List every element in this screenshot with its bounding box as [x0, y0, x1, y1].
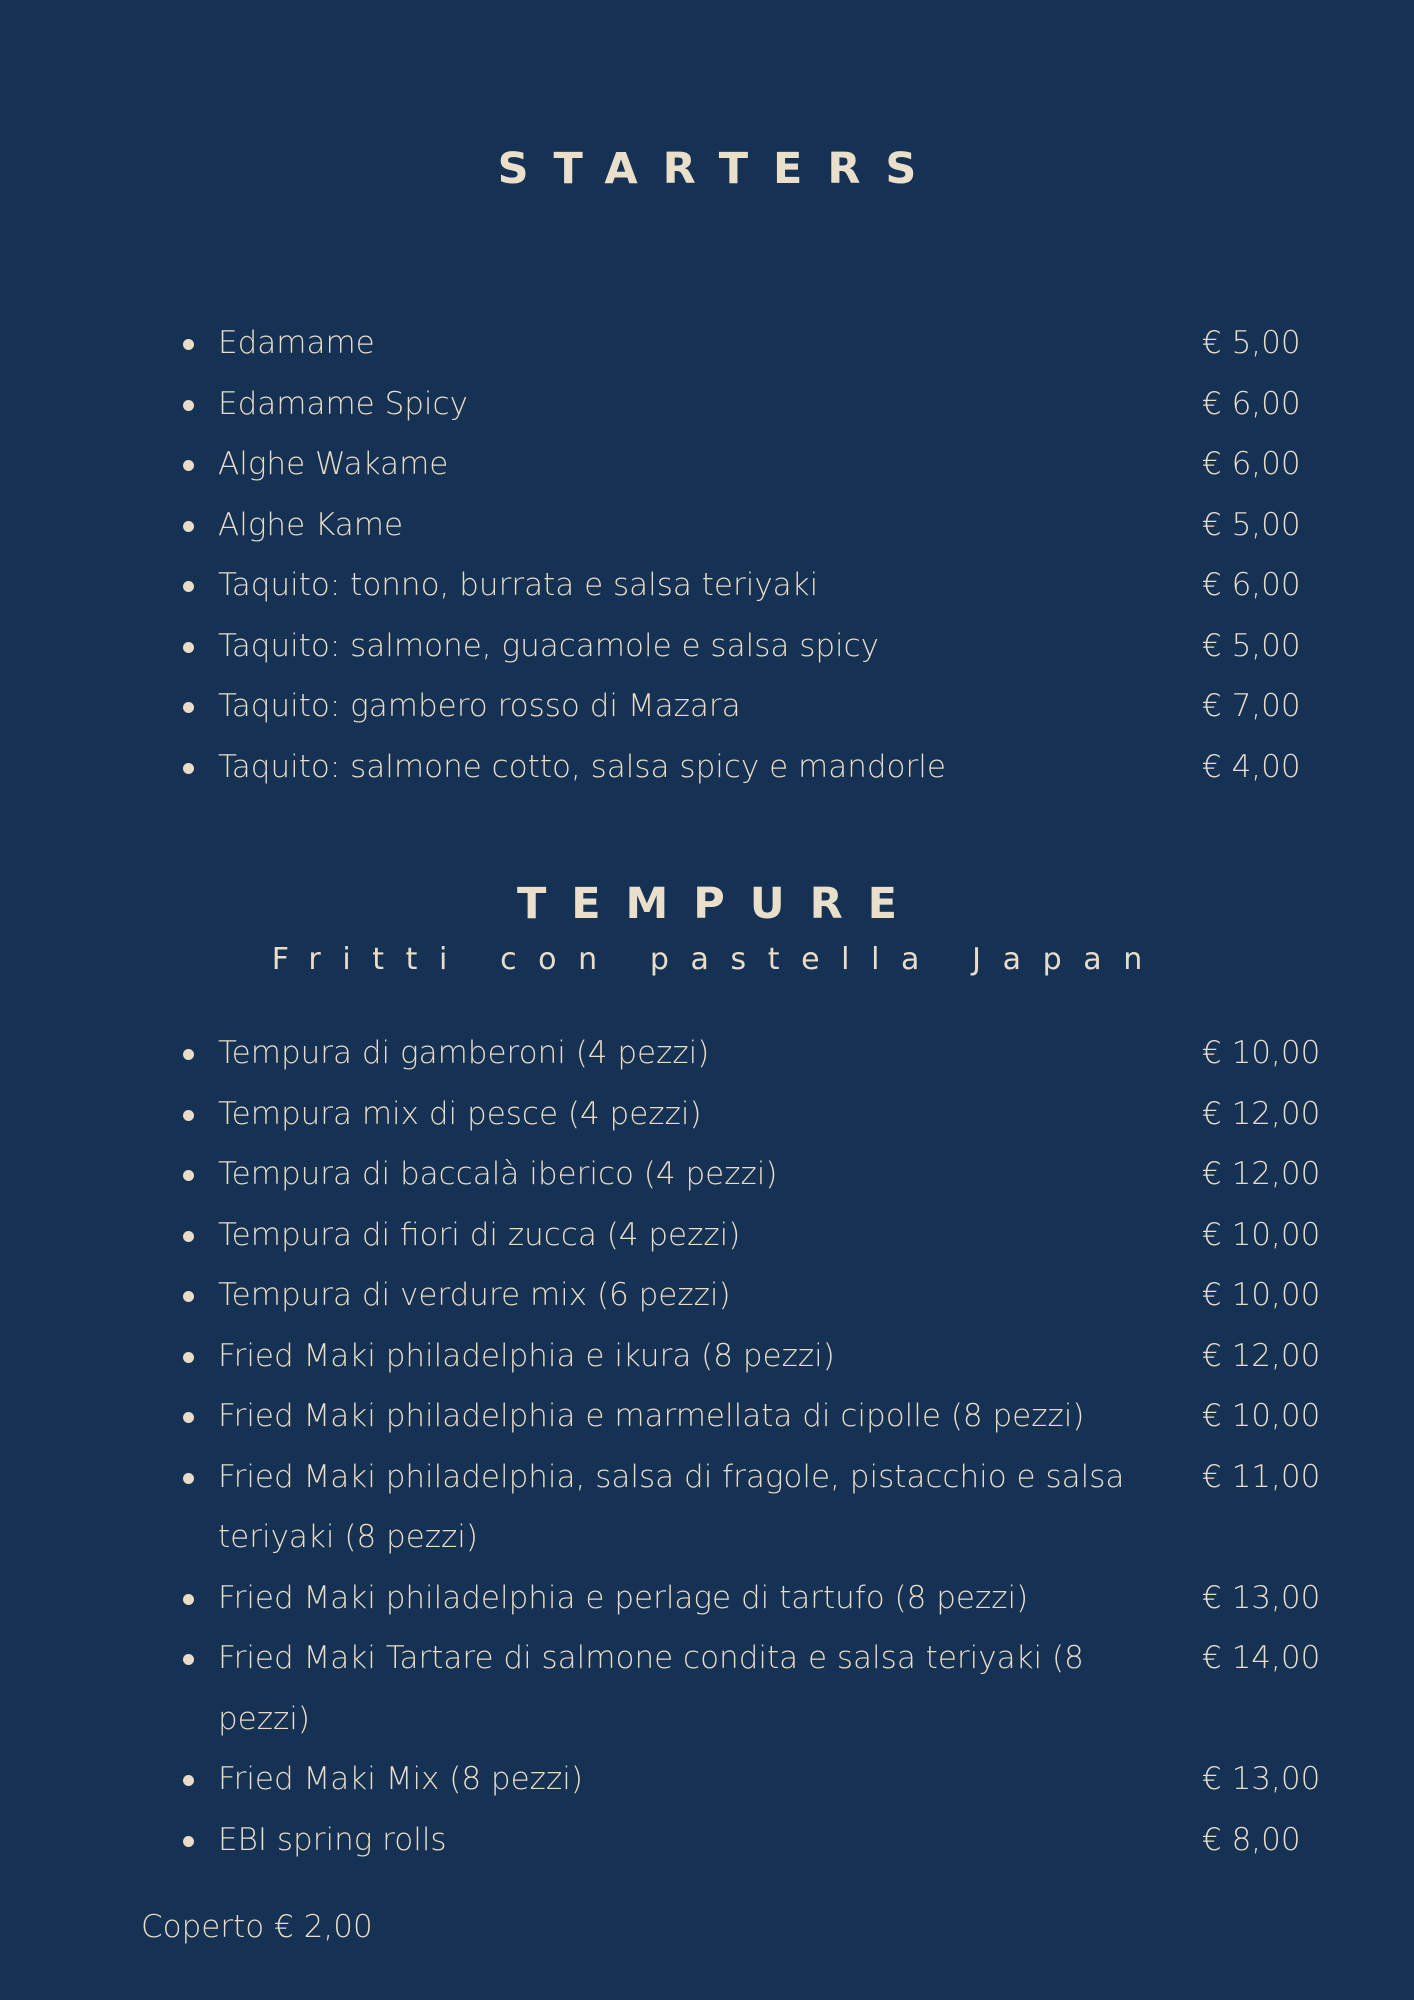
menu-item — [0, 1144, 1414, 1205]
item-price: € 12,00 — [1202, 1156, 1321, 1192]
bullet-icon — [183, 1049, 194, 1060]
menu-item — [0, 1568, 1414, 1629]
item-price: € 5,00 — [1202, 325, 1301, 361]
item-name: Fried Maki philadelphia, salsa di fragole, pistacchio e salsa teriyaki (8 pezzi) — [218, 1458, 1125, 1555]
item-price: € 10,00 — [1202, 1035, 1321, 1071]
item-name: Edamame — [218, 325, 375, 361]
tempure-heading: TEMPURE — [516, 879, 922, 929]
item-price: € 10,00 — [1202, 1277, 1321, 1313]
bullet-icon — [183, 339, 194, 350]
item-name: Alghe Wakame — [218, 446, 449, 482]
item-name: Taquito: salmone, guacamole e salsa spicy — [218, 627, 880, 664]
bullet-icon — [183, 1594, 194, 1605]
item-price: € 14,00 — [1202, 1640, 1321, 1676]
bullet-icon — [183, 1412, 194, 1423]
starters-list — [0, 313, 1414, 797]
menu-item — [0, 555, 1414, 616]
bullet-icon — [183, 1170, 194, 1181]
item-price: € 4,00 — [1202, 748, 1301, 785]
item-name: Tempura di fiori di zucca (4 pezzi) — [218, 1216, 741, 1253]
cover-charge: Coperto € 2,00 — [141, 1909, 373, 1945]
bullet-icon — [183, 642, 194, 653]
item-price: € 11,00 — [1202, 1458, 1321, 1495]
item-name: Fried Maki philadelphia e ikura (8 pezzi) — [218, 1337, 835, 1374]
menu-item — [0, 495, 1414, 556]
menu-item — [0, 374, 1414, 435]
item-price: € 7,00 — [1202, 688, 1301, 724]
item-price: € 10,00 — [1202, 1216, 1321, 1253]
item-price: € 6,00 — [1202, 385, 1301, 422]
item-price: € 5,00 — [1202, 506, 1301, 543]
bullet-icon — [183, 1654, 194, 1665]
item-name: Taquito: tonno, burrata e salsa teriyaki — [218, 567, 819, 603]
menu-item — [0, 1084, 1414, 1145]
item-name: Fried Maki Mix (8 pezzi) — [218, 1761, 583, 1797]
menu-item — [0, 1749, 1414, 1810]
bullet-icon — [183, 702, 194, 713]
item-name: Taquito: gambero rosso di Mazara — [218, 688, 741, 724]
item-price: € 12,00 — [1202, 1095, 1321, 1132]
item-name: Alghe Kame — [218, 506, 404, 543]
starters-heading: STARTERS — [497, 144, 942, 194]
bullet-icon — [183, 1110, 194, 1121]
menu-item — [0, 676, 1414, 737]
bullet-icon — [183, 763, 194, 774]
item-price: € 12,00 — [1202, 1337, 1321, 1374]
menu-item — [0, 1628, 1414, 1749]
bullet-icon — [183, 1291, 194, 1302]
menu-item — [0, 1386, 1414, 1447]
bullet-icon — [183, 521, 194, 532]
menu-item — [0, 313, 1414, 374]
item-name: Fried Maki philadelphia e marmellata di cipolle (8 pezzi) — [218, 1398, 1085, 1434]
bullet-icon — [183, 1352, 194, 1363]
item-price: € 13,00 — [1202, 1579, 1321, 1616]
item-name: Taquito: salmone cotto, salsa spicy e mandorle — [218, 748, 946, 785]
bullet-icon — [183, 1836, 194, 1847]
bullet-icon — [183, 581, 194, 592]
item-price: € 8,00 — [1202, 1821, 1301, 1858]
item-price: € 10,00 — [1202, 1398, 1321, 1434]
item-price: € 5,00 — [1202, 627, 1301, 664]
item-name: Tempura mix di pesce (4 pezzi) — [218, 1095, 702, 1132]
tempure-subtitle: Fritti con pastella Japan — [271, 942, 1164, 977]
menu-item — [0, 1023, 1414, 1084]
item-price: € 6,00 — [1202, 567, 1301, 603]
item-price: € 13,00 — [1202, 1761, 1321, 1797]
menu-item — [0, 434, 1414, 495]
menu-item — [0, 1447, 1414, 1568]
item-name: Tempura di baccalà iberico (4 pezzi) — [218, 1156, 778, 1192]
item-name: Tempura di gamberoni (4 pezzi) — [218, 1035, 710, 1071]
bullet-icon — [183, 1473, 194, 1484]
bullet-icon — [183, 1775, 194, 1786]
menu-item — [0, 1205, 1414, 1266]
tempure-list — [0, 1023, 1414, 1870]
menu-item — [0, 1326, 1414, 1387]
item-name: Tempura di verdure mix (6 pezzi) — [218, 1277, 731, 1313]
bullet-icon — [183, 460, 194, 471]
menu-item — [0, 737, 1414, 798]
item-name: Fried Maki philadelphia e perlage di tartufo (8 pezzi) — [218, 1579, 1029, 1616]
item-price: € 6,00 — [1202, 446, 1301, 482]
item-name: EBI spring rolls — [218, 1821, 447, 1858]
item-name: Fried Maki Tartare di salmone condita e salsa teriyaki (8 pezzi) — [218, 1640, 1084, 1737]
bullet-icon — [183, 1231, 194, 1242]
bullet-icon — [183, 400, 194, 411]
menu-item — [0, 616, 1414, 677]
item-name: Edamame Spicy — [218, 385, 468, 422]
menu-item — [0, 1265, 1414, 1326]
menu-item — [0, 1810, 1414, 1871]
